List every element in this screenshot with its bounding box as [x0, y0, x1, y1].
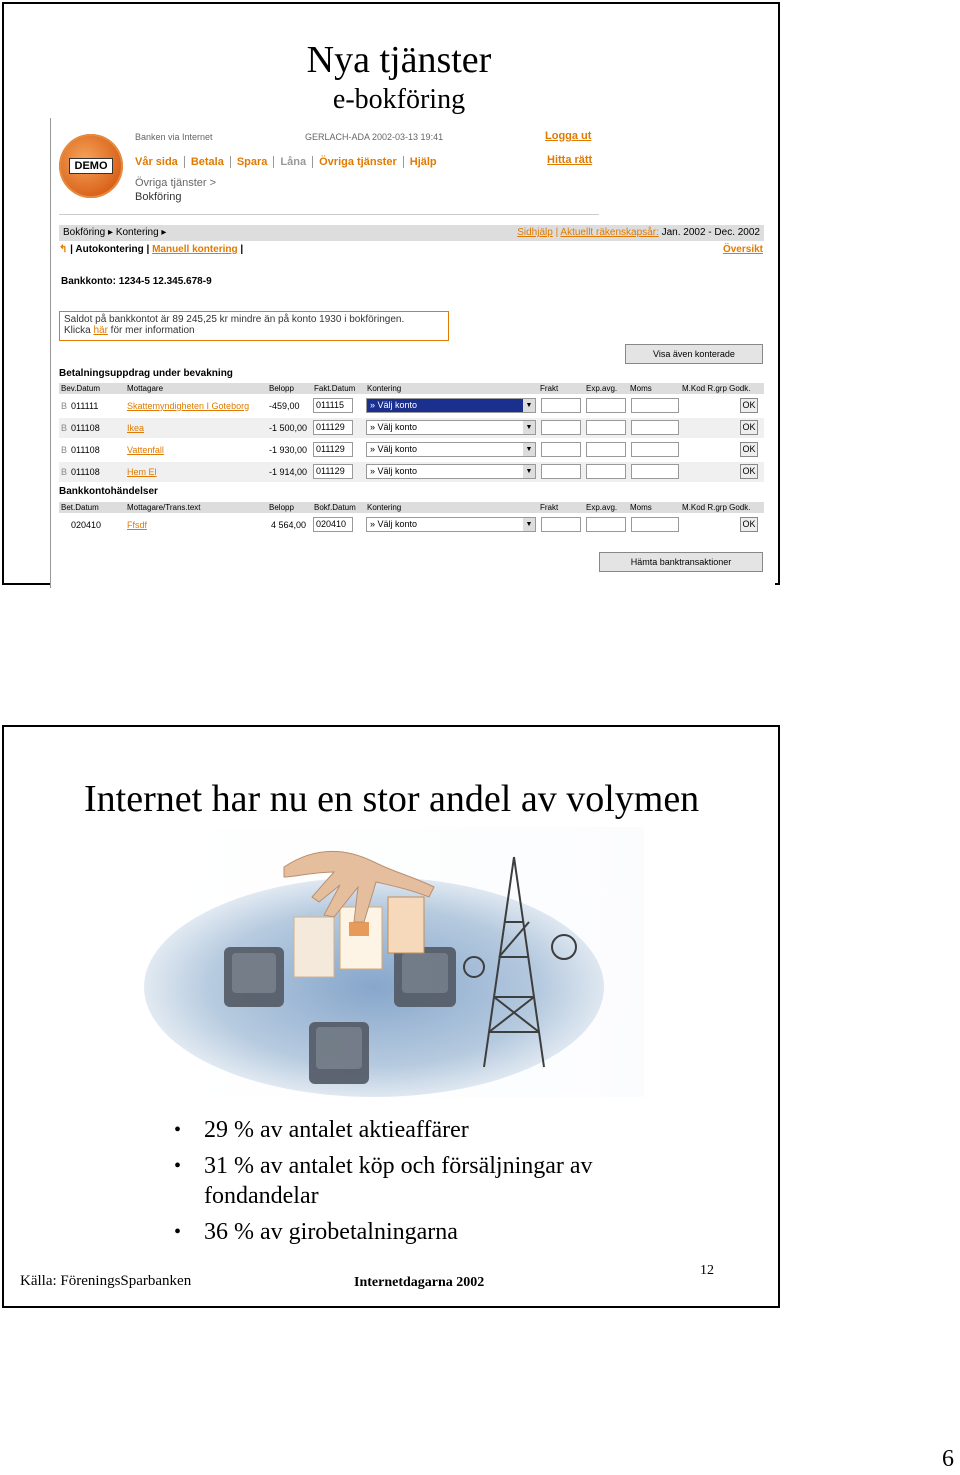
row-date: 011108 [71, 467, 100, 477]
ok-button[interactable]: OK [740, 464, 758, 479]
message-text: Klicka [64, 325, 94, 336]
fiscal-period: Jan. 2002 - Dec. 2002 [661, 227, 760, 238]
vat-input[interactable] [631, 420, 679, 435]
col-recipient: Mottagare [127, 384, 164, 393]
slide-subtitle: e-bokföring [332, 84, 466, 115]
freight-input[interactable] [541, 464, 581, 479]
row-amount: -459,00 [269, 401, 300, 411]
slide-2 [2, 725, 780, 1308]
bank-screenshot [50, 118, 775, 588]
col-codes: M.Kod R.grp Godk. [682, 503, 751, 512]
row-amount: -1 500,00 [269, 423, 308, 433]
table-row [59, 462, 764, 482]
fee-input[interactable] [586, 464, 626, 479]
logout-link[interactable]: Logga ut [545, 130, 592, 142]
fetch-transactions-button[interactable]: Hämta banktransaktioner [599, 552, 763, 572]
account-select-value: » Välj konto [370, 400, 418, 410]
fee-input[interactable] [586, 442, 626, 457]
invoice-date-input[interactable]: 011129 [313, 420, 353, 435]
account-select[interactable] [366, 464, 536, 479]
row-recipient-link[interactable]: Vattenfall [127, 445, 164, 455]
account-select[interactable] [366, 420, 536, 435]
context-bar [59, 225, 764, 241]
slide-1 [2, 2, 780, 585]
col-fee: Exp.avg. [586, 384, 618, 393]
nav-item-var-sida[interactable]: Vår sida [135, 156, 178, 168]
breadcrumb-parent[interactable]: Övriga tjänster > [135, 177, 217, 189]
nav-item-ovriga[interactable]: Övriga tjänster [312, 156, 403, 168]
here-link[interactable]: här [93, 325, 108, 336]
fee-input[interactable] [586, 420, 626, 435]
help-link[interactable]: Sidhjälp [517, 227, 553, 238]
ok-button[interactable]: OK [740, 517, 758, 532]
bullet-icon: • [174, 1221, 182, 1243]
mode-tabs [59, 244, 243, 255]
main-nav [135, 156, 443, 168]
internet-collage-image [144, 827, 644, 1097]
col-freight: Frakt [540, 384, 559, 393]
chevron-down-icon[interactable]: ▼ [523, 465, 535, 478]
invoice-date-input[interactable]: 011129 [313, 442, 353, 457]
account-select[interactable] [366, 398, 536, 413]
bank-account: Bankkonto: 1234-5 12.345.678-9 [61, 276, 212, 287]
row-recipient-link[interactable]: Ikea [127, 423, 145, 433]
row-date: 011111 [71, 401, 99, 411]
chevron-down-icon[interactable]: ▼ [523, 421, 535, 434]
balance-message-line1: Saldot på bankkontot är 89 245,25 kr mindre än på konto 1930 i bokföringen. [64, 314, 405, 325]
bank-logo [59, 134, 123, 198]
balance-message-line2 [64, 325, 444, 336]
row-amount: -1 930,00 [269, 445, 308, 455]
ok-button[interactable]: OK [740, 398, 758, 413]
slide-number: 12 [700, 1263, 714, 1278]
tab-manuell-kontering[interactable]: Manuell kontering [152, 244, 238, 255]
find-link[interactable]: Hitta rätt [547, 154, 593, 166]
row-amount: -1 914,00 [269, 467, 308, 477]
col-vat: Moms [630, 384, 652, 393]
table-row [59, 440, 764, 460]
breadcrumb-current: Bokföring [135, 191, 182, 203]
row-amount: 4 564,00 [271, 520, 307, 530]
fee-input[interactable] [586, 517, 626, 532]
nav-item-lana[interactable]: Låna [273, 156, 312, 168]
account-select[interactable] [366, 442, 536, 457]
bullet-text: 29 % av antalet aktieaffärer [204, 1117, 469, 1143]
nav-item-spara[interactable]: Spara [230, 156, 274, 168]
nav-item-betala[interactable]: Betala [184, 156, 230, 168]
bullet-icon: • [174, 1155, 182, 1177]
chevron-down-icon[interactable]: ▼ [523, 399, 535, 412]
row-type: B [61, 423, 68, 433]
bullet-icon: • [174, 1119, 182, 1141]
slide-title: Internet har nu en stor andel av volymen [84, 778, 700, 820]
row-type: B [61, 401, 68, 411]
fee-input[interactable] [586, 398, 626, 413]
tab-separator: | [240, 244, 244, 255]
col-freight: Frakt [540, 503, 559, 512]
row-recipient-link[interactable]: Ffsdf [127, 520, 148, 530]
table-row [59, 396, 764, 416]
row-type: B [61, 467, 68, 477]
freight-input[interactable] [541, 442, 581, 457]
bullet-list [174, 1115, 694, 1253]
nav-item-hjalp[interactable]: Hjälp [403, 156, 443, 168]
footer-title: Internetdagarna 2002 [354, 1275, 485, 1290]
message-text-end: för mer information [107, 325, 195, 336]
section-title-payments: Betalningsuppdrag under bevakning [59, 368, 233, 379]
account-select[interactable] [366, 517, 536, 532]
row-date: 011108 [71, 445, 100, 455]
invoice-date-input[interactable]: 011129 [313, 464, 353, 479]
table-row [59, 418, 764, 438]
col-vat: Moms [630, 503, 652, 512]
row-recipient-link[interactable]: Skattemyndigheten I Goteborg [127, 401, 250, 411]
row-type: B [61, 445, 68, 455]
section-title-transactions: Bankkontohändelser [59, 486, 158, 497]
banner-text: Banken via Internet [135, 132, 213, 142]
row-date: 020410 [71, 520, 102, 530]
col-date: Bev.Datum [61, 384, 100, 393]
vat-input[interactable] [631, 442, 679, 457]
source-note: Källa: FöreningsSparbanken [20, 1273, 192, 1289]
list-item [174, 1115, 694, 1145]
demo-label: DEMO [69, 158, 113, 174]
table-header [59, 502, 764, 513]
table-header [59, 383, 764, 394]
col-booking-date: Bokf.Datum [314, 503, 356, 512]
account-select-value: » Välj konto [370, 422, 418, 432]
ok-button[interactable]: OK [740, 442, 758, 457]
list-item [174, 1151, 694, 1211]
freight-input[interactable] [541, 398, 581, 413]
tab-autokontering[interactable]: | Autokontering | [70, 244, 150, 255]
account-select-value: » Välj konto [370, 466, 418, 476]
bullet-text: 36 % av girobetalningarna [204, 1219, 458, 1245]
booking-date-input[interactable]: 020410 [313, 517, 353, 532]
back-arrow-icon[interactable]: ↰ [59, 244, 68, 255]
vat-input[interactable] [631, 517, 679, 532]
invoice-date-input[interactable]: 011115 [313, 398, 353, 413]
fiscal-year-link[interactable]: Aktuellt räkenskapsår: [560, 227, 659, 238]
col-account: Kontering [367, 384, 402, 393]
col-codes: M.Kod R.grp Godk. [682, 384, 751, 393]
freight-input[interactable] [541, 517, 581, 532]
ok-button[interactable]: OK [740, 420, 758, 435]
chevron-down-icon[interactable]: ▼ [523, 443, 535, 456]
col-amount: Belopp [269, 503, 294, 512]
divider [59, 214, 599, 215]
account-select-value: » Välj konto [370, 519, 418, 529]
show-posted-button[interactable]: Visa även konterade [625, 344, 763, 364]
balance-message [59, 311, 449, 341]
account-select-value: » Välj konto [370, 444, 418, 454]
col-recipient: Mottagare/Trans.text [127, 503, 201, 512]
context-breadcrumb: Bokföring ▸ Kontering ▸ [63, 227, 167, 238]
col-amount: Belopp [269, 384, 294, 393]
list-item [174, 1217, 694, 1247]
table-row [59, 515, 764, 535]
col-invoice-date: Fakt.Datum [314, 384, 356, 393]
chevron-down-icon[interactable]: ▼ [523, 518, 535, 531]
vat-input[interactable] [631, 464, 679, 479]
context-links: Sidhjälp | Aktuellt räkenskapsår: Jan. 2002 - Dec. 2002 [517, 227, 760, 238]
freight-input[interactable] [541, 420, 581, 435]
col-date: Bet.Datum [61, 503, 99, 512]
col-account: Kontering [367, 503, 402, 512]
user-info: GERLACH-ADA 2002-03-13 19:41 [305, 132, 444, 142]
bullet-text: 31 % av antalet köp och försäljningar av fondandelar [204, 1153, 593, 1209]
row-date: 011108 [71, 423, 100, 433]
col-fee: Exp.avg. [586, 503, 618, 512]
vat-input[interactable] [631, 398, 679, 413]
overview-link[interactable]: Översikt [722, 244, 763, 255]
page-number: 6 [942, 1446, 954, 1472]
slide-title: Nya tjänster [306, 39, 492, 81]
row-recipient-link[interactable]: Hem El [127, 467, 157, 477]
